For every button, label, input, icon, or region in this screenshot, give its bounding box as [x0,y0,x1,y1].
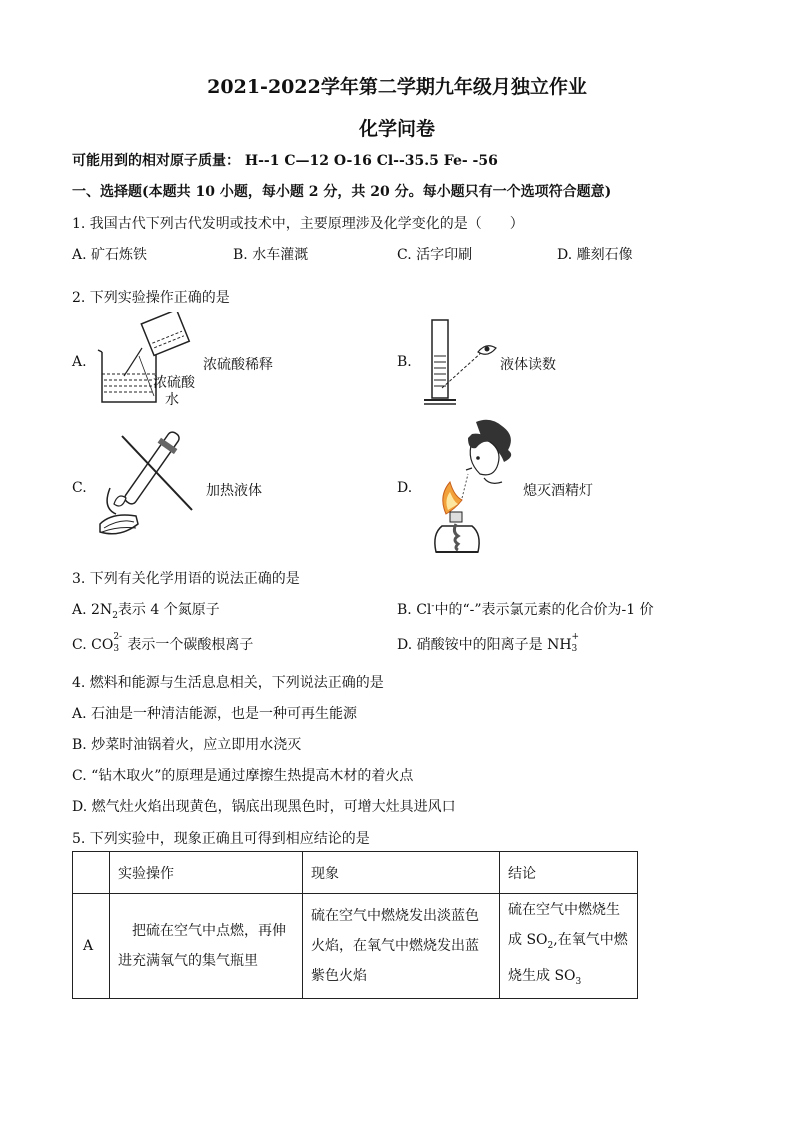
formula-superscript: 2- [113,632,123,642]
paper-subtitle: 化学问卷 [358,118,435,140]
cell-operation [110,894,303,999]
question-5-table [72,851,638,999]
option-b-text: 中的“-”表示氯元素的化合价为-1 价 [434,602,654,618]
heating-liquid-figure [92,428,202,546]
question-4-option-b: B. 炒菜时油锅着火，应立即用水浇灭 [72,737,302,753]
question-2-option-a-letter: A. [72,354,87,370]
formula-subscript: 2 [547,941,554,951]
blowing-out-lamp-figure [428,416,520,556]
question-3-option-a [72,599,220,621]
formula-subscript: 3 [571,644,578,654]
cell-text: ,在氧气中燃 [553,932,628,949]
formula-subscript: 3 [113,644,120,654]
cell-line: 把硫在空气中点燃，再伸 [132,923,286,939]
formula-superscript: + [571,632,580,642]
question-2-option-a-label-water: 水 [165,392,179,408]
question-4-option-d: D. 燃气灶火焰出现黄色，锅底出现黑色时，可增大灶具进风口 [72,799,456,815]
table-header-cell: 结论 [500,852,638,894]
question-4-stem: 4. 燃料和能源与生活息息相关，下列说法正确的是 [72,675,384,691]
question-4-option-a: A. 石油是一种清洁能源，也是一种可再生能源 [72,706,358,722]
question-2-option-a-label-acid: 浓硫酸 [153,375,195,391]
atomic-mass-note: 可能用到的相对原子质量： H--1 C—12 O-16 Cl--35.5 Fe- -56 [72,153,498,169]
question-2-option-c-caption: 加热液体 [206,483,262,499]
row-label: A [73,894,110,999]
cell-conclusion [500,894,638,999]
formula-superscript: - [431,601,435,612]
table-row [73,894,638,999]
cell-line: 硫在空气中燃烧发出淡蓝色 [311,908,479,924]
question-4-option-c: C. “钻木取火”的原理是通过摩擦生热提高木材的着火点 [72,768,414,784]
question-1-stem: 1. 我国古代下列古代发明或技术中，主要原理涉及化学变化的是（ ） [72,216,524,232]
table-header-cell: 实验操作 [110,852,303,894]
question-1-option-b: B. 水车灌溉 [233,247,309,263]
page-title: 2021-2022学年第二学期九年级月独立作业 [207,76,587,98]
section-heading: 一、选择题(本题共 10 小题，每小题 2 分，共 20 分。每小题只有一个选项符合题意) [72,184,612,200]
dilute-sulfuric-acid-figure [94,312,204,412]
cell-line: 紫色火焰 [311,968,367,984]
table-header-cell: 现象 [303,852,500,894]
question-2-option-b-caption: 液体读数 [500,357,556,373]
question-2-option-c-letter: C. [72,480,87,496]
formula-co3: CO [91,637,114,653]
question-3-option-b [397,599,654,619]
formula-2n2: 2N [91,602,113,618]
question-1-option-d: D. 雕刻石像 [557,247,633,263]
cell-text: 烧生成 SO [508,968,576,984]
option-c-text: 表示一个碳酸根离子 [127,637,254,653]
cell-line: 硫在空气中燃烧生 [508,902,620,919]
table-header-cell [73,852,110,894]
question-1-option-a: A. 矿石炼铁 [72,247,148,263]
question-3-option-d [397,634,582,654]
question-3-option-c [72,634,253,654]
cell-text: 成 SO [508,932,548,949]
question-2-option-a-caption: 浓硫酸稀释 [203,357,273,373]
question-3-stem: 3. 下列有关化学用语的说法正确的是 [72,571,300,587]
question-2-option-b-letter: B. [397,354,412,370]
cell-line: 火焰，在氧气中燃烧发出蓝 [311,938,479,954]
option-d-text: D. 硝酸铵中的阳离子是 [397,637,548,653]
option-a-text: 表示 4 个氮原子 [117,602,220,618]
option-c-prefix: C. [72,637,92,653]
question-2-option-d-caption: 熄灭酒精灯 [523,483,593,499]
option-a-prefix: A. [72,602,92,618]
cell-line: 进充满氧气的集气瓶里 [118,953,258,969]
option-b-prefix: B. [397,602,417,618]
formula-subscript: 2 [112,610,118,621]
formula-subscript: 3 [575,976,582,987]
cell-line [508,925,629,961]
table-header-row [73,852,638,894]
question-5-stem: 5. 下列实验中，现象正确且可得到相应结论的是 [72,831,370,847]
question-1-option-c: C. 活字印刷 [397,247,473,263]
question-2-option-d-letter: D. [397,480,413,496]
question-2-stem: 2. 下列实验操作正确的是 [72,290,230,306]
cell-phenomenon [303,894,500,999]
formula-nh: NH [547,637,572,653]
graduated-cylinder-figure [420,316,505,408]
cell-line [508,961,629,997]
formula-cl: Cl [416,602,432,618]
